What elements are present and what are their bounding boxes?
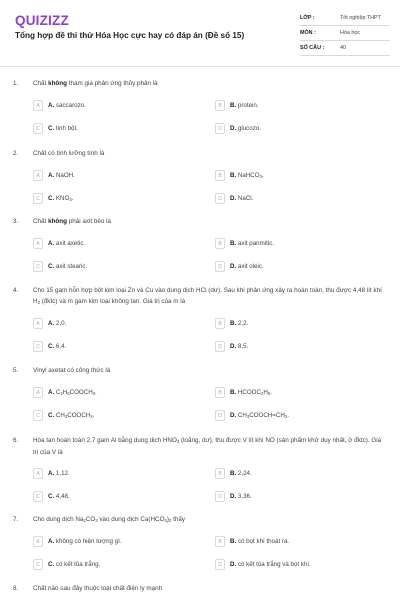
answer-option-a[interactable] xyxy=(33,170,203,182)
question-text: Chất không tham gia phản ứng thủy phân là xyxy=(33,80,158,87)
option-letter-box: C xyxy=(33,261,43,272)
option-text: D. glucozo. xyxy=(230,125,261,132)
option-letter-box: A xyxy=(33,468,43,479)
option-letter-box: A xyxy=(33,536,43,547)
answer-option-b[interactable] xyxy=(215,100,385,112)
worksheet-header xyxy=(0,0,400,64)
answer-option-c[interactable] xyxy=(33,491,203,503)
question-number: 3. xyxy=(13,218,19,225)
answer-option-c[interactable] xyxy=(33,559,203,571)
option-text: A. $C_2H_5COOCH_3$. xyxy=(48,389,97,396)
option-letter-box: D xyxy=(215,123,225,134)
question-number: 8. xyxy=(13,585,19,592)
answer-option-d[interactable] xyxy=(215,410,385,422)
question-text: Vinyl axetat có công thức là xyxy=(33,367,111,374)
answer-option-b[interactable] xyxy=(215,387,385,399)
meta-class-value: Tốt nghiệp THPT xyxy=(340,15,381,21)
option-letter-box: B xyxy=(215,170,225,181)
option-text: B. $HCOOC_2H_5$. xyxy=(230,389,272,396)
answer-option-c[interactable] xyxy=(33,410,203,422)
answer-option-a[interactable] xyxy=(33,387,203,399)
option-text: D. $CH_3COOCH=CH_2$. xyxy=(230,412,289,419)
answer-option-c[interactable] xyxy=(33,261,203,273)
option-letter-box: A xyxy=(33,170,43,181)
answer-option-a[interactable] xyxy=(33,536,203,548)
answer-option-d[interactable] xyxy=(215,341,385,353)
option-text: A. saccarozo. xyxy=(48,102,86,109)
option-letter-box: B xyxy=(215,468,225,479)
question-text: Chất không phải axit béo là xyxy=(33,218,112,225)
option-text: A. 2,0. xyxy=(48,320,67,327)
option-letter-box: C xyxy=(33,410,43,421)
option-text: C. $CH_3COOCH_3$. xyxy=(48,412,95,419)
option-letter-box: B xyxy=(215,318,225,329)
option-letter-box: A xyxy=(33,238,43,249)
meta-count-row xyxy=(300,44,390,56)
question-number: 1. xyxy=(13,80,19,87)
option-letter-box: A xyxy=(33,100,43,111)
question-text: Cho 15 gam hỗn hợp bột kim loại Zn và Cu vào dung dịch HCl (dư). Sau khi phản ứng xảy ra hoàn toàn, thu được 4,48 lít khí $H_2$ (đktc) và m gam kim loại không tan. Giá trị của m là xyxy=(33,287,382,305)
answer-option-d[interactable] xyxy=(215,261,385,273)
option-text: B. 2,2. xyxy=(230,320,249,327)
question-text: Chất có tính lưỡng tính là xyxy=(33,150,105,157)
option-text: B. có bọt khí thoát ra. xyxy=(230,538,290,545)
option-text: A. axit axetic. xyxy=(48,240,86,247)
option-letter-box: A xyxy=(33,318,43,329)
meta-class-row xyxy=(300,14,390,26)
option-letter-box: D xyxy=(215,559,225,570)
option-text: C. tinh bột. xyxy=(48,125,78,132)
option-text: B. axit panmitic. xyxy=(230,240,275,247)
meta-subject-value: Hóa học xyxy=(340,30,361,36)
option-text: C. 6,4. xyxy=(48,343,67,350)
question-number: 6. xyxy=(13,437,19,444)
header-divider xyxy=(0,66,400,67)
option-letter-box: C xyxy=(33,559,43,570)
answer-option-b[interactable] xyxy=(215,238,385,250)
option-text: C. có kết tủa trắng. xyxy=(48,561,101,568)
option-text: C. 4,48. xyxy=(48,493,70,500)
option-letter-box: C xyxy=(33,341,43,352)
question-number: 5. xyxy=(13,367,19,374)
option-letter-box: B xyxy=(215,100,225,111)
question-text: Chất nào sau đây thuộc loại chất điện ly mạnh xyxy=(33,585,163,592)
answer-option-d[interactable] xyxy=(215,123,385,135)
answer-option-b[interactable] xyxy=(215,318,385,330)
page-title: Tổng hợp đề thi thử Hóa Học cực hay có đáp án (Đề số 15) xyxy=(15,31,245,40)
option-text: B. 2,24. xyxy=(230,470,252,477)
answer-option-a[interactable] xyxy=(33,100,203,112)
question-text: Cho dung dịch $Na_2CO_3$ vào dung dịch $Ca(HCO_3)_2$ thấy xyxy=(33,516,186,523)
option-text: D. 3,36. xyxy=(230,493,252,500)
option-text: D. axit oleic. xyxy=(230,263,264,270)
option-text: C. axit stearic. xyxy=(48,263,88,270)
option-letter-box: D xyxy=(215,410,225,421)
answer-option-d[interactable] xyxy=(215,193,385,205)
option-letter-box: A xyxy=(33,387,43,398)
option-letter-box: D xyxy=(215,193,225,204)
option-letter-box: C xyxy=(33,491,43,502)
answer-option-a[interactable] xyxy=(33,318,203,330)
answer-option-b[interactable] xyxy=(215,170,385,182)
answer-option-c[interactable] xyxy=(33,123,203,135)
option-text: A. không có hiện tượng gì. xyxy=(48,538,122,545)
meta-class-label: LỚP : xyxy=(300,15,315,21)
answer-option-c[interactable] xyxy=(33,193,203,205)
question-number: 2. xyxy=(13,150,19,157)
question-number: 4. xyxy=(13,287,19,294)
answer-option-c[interactable] xyxy=(33,341,203,353)
option-letter-box: C xyxy=(33,193,43,204)
question-number: 7. xyxy=(13,516,19,523)
answer-option-d[interactable] xyxy=(215,559,385,571)
answer-option-d[interactable] xyxy=(215,491,385,503)
question-text: Hòa tan hoàn toàn 2,7 gam Al bằng dung dịch $HNO_3$ (loãng, dư), thu được V lít khí NO (sản phẩm khử duy nhất, ở đktc). Giá trị của V là xyxy=(33,437,382,456)
meta-subject-row xyxy=(300,29,390,41)
meta-count-label: SỐ CÂU : xyxy=(300,45,325,51)
option-letter-box: C xyxy=(33,123,43,134)
option-text: B. NaHCO$_3$. xyxy=(230,172,264,179)
option-letter-box: B xyxy=(215,238,225,249)
option-text: A. 1,12. xyxy=(48,470,70,477)
option-letter-box: B xyxy=(215,536,225,547)
option-letter-box: D xyxy=(215,491,225,502)
quizizz-logo: QUIZIZZ xyxy=(15,13,69,28)
option-text: D. NaCl. xyxy=(230,195,254,202)
option-letter-box: D xyxy=(215,261,225,272)
answer-option-b[interactable] xyxy=(215,468,385,480)
answer-option-a[interactable] xyxy=(33,468,203,480)
answer-option-b[interactable] xyxy=(215,536,385,548)
meta-subject-label: MÔN : xyxy=(300,30,316,36)
option-text: D. có kết tủa trắng và bọt khí. xyxy=(230,561,311,568)
option-text: C. $KNO_3$. xyxy=(48,195,74,202)
answer-option-a[interactable] xyxy=(33,238,203,250)
option-letter-box: D xyxy=(215,341,225,352)
option-text: D. 8,5. xyxy=(230,343,249,350)
meta-count-value: 40 xyxy=(340,45,346,51)
option-text: A. NaOH. xyxy=(48,172,75,179)
option-letter-box: B xyxy=(215,387,225,398)
option-text: B. protein. xyxy=(230,102,259,109)
